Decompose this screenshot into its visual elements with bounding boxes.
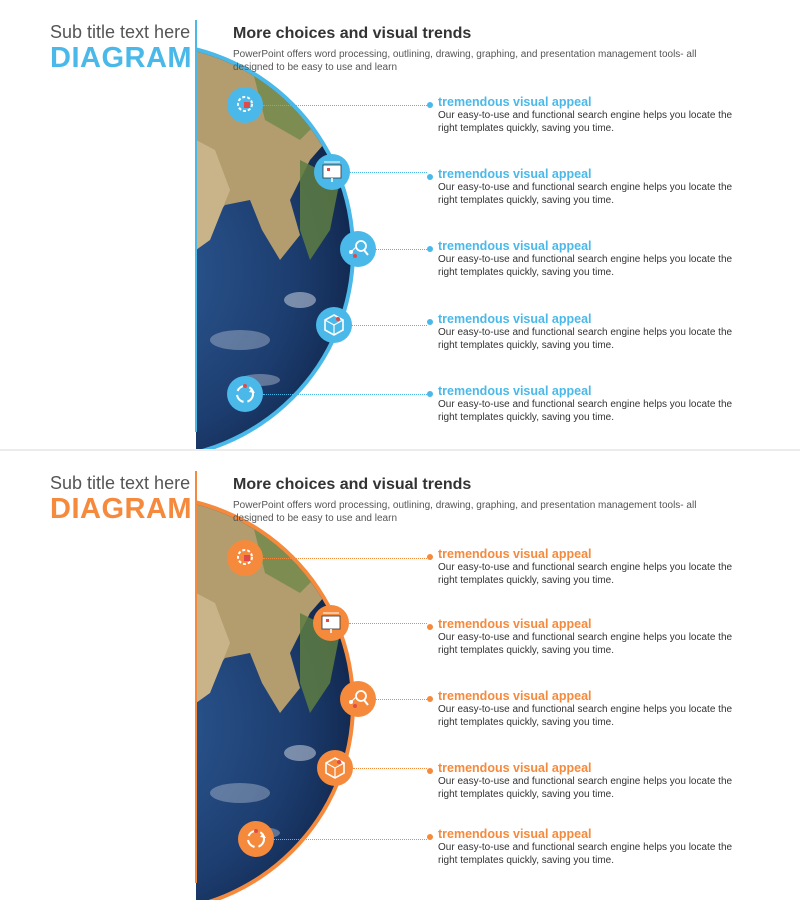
- divider-line: [195, 471, 197, 883]
- cycle-arrows-icon: [227, 376, 263, 412]
- item-title: tremendous visual appeal: [438, 312, 592, 326]
- connector-line: [349, 623, 427, 624]
- connector-line: [263, 105, 427, 106]
- gear-chart-icon: [227, 87, 263, 123]
- network-search-icon: [340, 231, 376, 267]
- bullet-dot: [427, 768, 433, 774]
- slide-description: PowerPoint offers word processing, outlining, drawing, graphing, and presentation management tools- all designed to be easy to use and learn: [233, 500, 697, 524]
- item-text: Our easy-to-use and functional search engine helps you locate the right templates quickly, saving you time.: [438, 562, 733, 586]
- subtitle: Sub title text here: [50, 473, 191, 493]
- connector-line: [263, 394, 427, 395]
- bullet-dot: [427, 102, 433, 108]
- item-title: tremendous visual appeal: [438, 761, 592, 775]
- item-text: Our easy-to-use and functional search engine helps you locate the right templates quickly, saving you time.: [438, 327, 733, 351]
- network-search-icon: [340, 681, 376, 717]
- item-text: Our easy-to-use and functional search engine helps you locate the right templates quickly, saving you time.: [438, 776, 733, 800]
- item-text: Our easy-to-use and functional search engine helps you locate the right templates quickly, saving you time.: [438, 842, 733, 866]
- item-title: tremendous visual appeal: [438, 547, 592, 561]
- item-text: Our easy-to-use and functional search engine helps you locate the right templates quickly, saving you time.: [438, 254, 733, 278]
- item-title: tremendous visual appeal: [438, 384, 592, 398]
- connector-line: [350, 172, 427, 173]
- bullet-dot: [427, 246, 433, 252]
- item-title: tremendous visual appeal: [438, 167, 592, 181]
- connector-line: [376, 699, 427, 700]
- bullet-dot: [427, 174, 433, 180]
- bullet-dot: [427, 696, 433, 702]
- bullet-dot: [427, 319, 433, 325]
- presentation-board-icon: [314, 154, 350, 190]
- connector-line: [352, 325, 427, 326]
- presentation-board-icon: [313, 605, 349, 641]
- item-title: tremendous visual appeal: [438, 239, 592, 253]
- item-title: tremendous visual appeal: [438, 95, 592, 109]
- slide-orange: [0, 451, 800, 900]
- item-text: Our easy-to-use and functional search engine helps you locate the right templates quickly, saving you time.: [438, 110, 733, 134]
- item-title: tremendous visual appeal: [438, 689, 592, 703]
- divider-line: [195, 20, 197, 432]
- slide-description: PowerPoint offers word processing, outlining, drawing, graphing, and presentation management tools- all designed to be easy to use and learn: [233, 49, 697, 73]
- connector-line: [376, 249, 427, 250]
- puzzle-cube-icon: [316, 307, 352, 343]
- item-text: Our easy-to-use and functional search engine helps you locate the right templates quickly, saving you time.: [438, 632, 733, 656]
- connector-line: [274, 839, 427, 840]
- item-text: Our easy-to-use and functional search engine helps you locate the right templates quickly, saving you time.: [438, 182, 733, 206]
- connector-line: [353, 768, 427, 769]
- item-title: tremendous visual appeal: [438, 827, 592, 841]
- bullet-dot: [427, 391, 433, 397]
- puzzle-cube-icon: [317, 750, 353, 786]
- connector-line: [263, 558, 427, 559]
- slide-heading: More choices and visual trends: [233, 476, 472, 493]
- diagram-title: DIAGRAM: [50, 493, 193, 525]
- cycle-arrows-icon: [238, 821, 274, 857]
- subtitle: Sub title text here: [50, 22, 191, 42]
- gear-chart-icon: [227, 540, 263, 576]
- diagram-title: DIAGRAM: [50, 42, 193, 74]
- bullet-dot: [427, 834, 433, 840]
- bullet-dot: [427, 624, 433, 630]
- slide-heading: More choices and visual trends: [233, 25, 472, 42]
- item-text: Our easy-to-use and functional search engine helps you locate the right templates quickly, saving you time.: [438, 704, 733, 728]
- item-text: Our easy-to-use and functional search engine helps you locate the right templates quickly, saving you time.: [438, 399, 733, 423]
- slide-blue: [0, 0, 800, 449]
- bullet-dot: [427, 554, 433, 560]
- item-title: tremendous visual appeal: [438, 617, 592, 631]
